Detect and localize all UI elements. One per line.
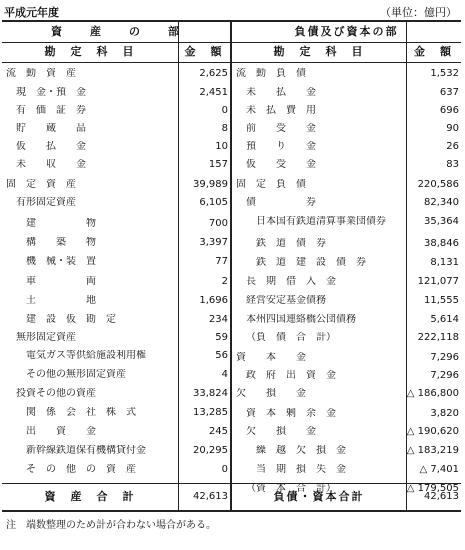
right-row-value: △ 179,505	[406, 483, 459, 494]
right-row-label: 欠 損 金	[246, 426, 316, 437]
right-row-value: 38,846	[424, 238, 459, 249]
left-row-label: 出 資 金	[26, 426, 96, 437]
left-row-label: 構 築 物	[26, 237, 96, 248]
right-row-label: 資 本 剰 余 金	[246, 408, 336, 419]
right-row-value: 121,077	[417, 276, 459, 287]
right-row-label: 鉄 道 債 券	[256, 238, 326, 249]
left-row-value: 13,285	[193, 407, 228, 418]
right-row-label: 欠 損 金	[236, 388, 306, 399]
right-row-value: 26	[446, 141, 459, 152]
left-row-label: 投資その他の資産	[16, 388, 96, 399]
right-section-title: 負債及び資本の部	[294, 25, 399, 38]
footnote: 注 端数整理のため計が合わない場合がある。	[6, 520, 216, 531]
right-row-label: 資 本 金	[236, 352, 306, 363]
right-row-value: 696	[439, 105, 459, 116]
left-row-label: 新幹線鉄道保有機構貸付金	[26, 445, 146, 456]
left-row-value: 20,295	[193, 445, 228, 456]
right-row-label: 仮 受 金	[246, 159, 316, 170]
left-row-value: 56	[215, 350, 228, 361]
right-row-label: 繰 越 欠 損 金	[256, 445, 346, 456]
right-row-label: （資 本 合 計）	[246, 483, 336, 494]
right-row-label: 本州四国連絡橋公団債務	[246, 314, 356, 325]
left-row-value: 2,451	[199, 87, 228, 98]
assets-total-value: 42,613	[193, 491, 228, 502]
liabilities-capital-total-value: 42,613	[424, 491, 459, 502]
right-row-label: 前 受 金	[246, 123, 316, 134]
row-divider	[2, 42, 461, 43]
left-row-value: 1,696	[199, 295, 228, 306]
right-row-label: 債 券	[246, 197, 316, 208]
right-row-value: 90	[446, 123, 459, 134]
right-row-value: 3,820	[430, 408, 459, 419]
left-row-value: 4	[221, 369, 228, 380]
right-row-label: 長 期 借 入 金	[246, 276, 336, 287]
right-row-value: △ 186,800	[406, 388, 459, 399]
right-row-value: 220,586	[417, 179, 459, 190]
left-row-label: その他の無形固定資産	[26, 369, 126, 380]
left-row-value: 157	[208, 159, 228, 170]
left-row-value: 2	[221, 276, 228, 287]
period-label: 平成元年度	[4, 6, 59, 19]
right-row-value: △ 7,401	[419, 464, 459, 475]
assets-total-label: 資 産 合 計	[44, 490, 136, 503]
right-item-header: 勘 定 科 目	[273, 45, 365, 58]
right-row-label: 当 期 損 失 金	[256, 464, 346, 475]
right-row-label: 経営安定基金債務	[246, 295, 326, 306]
left-row-label: 貯 蔵 品	[16, 123, 86, 134]
balance-sheet-table	[2, 20, 461, 512]
totals-divider	[2, 483, 461, 484]
left-row-label: 電気ガス等供給施設利用権	[26, 350, 146, 361]
right-row-label: 政 府 出 資 金	[246, 370, 336, 381]
right-row-value: 82,340	[424, 197, 459, 208]
left-item-header: 勘 定 科 目	[44, 45, 136, 58]
right-row-value: 637	[439, 87, 459, 98]
right-row-label: （負 債 合 計）	[246, 332, 336, 343]
left-row-label: 現 金・預 金	[16, 87, 86, 98]
right-row-value: 222,118	[417, 332, 459, 343]
left-row-label: 未 収 金	[16, 159, 86, 170]
right-row-label: 鉄 道 建 設 債 券	[256, 257, 366, 268]
right-row-label: 未 払 費 用	[246, 105, 316, 116]
left-row-label: 有形固定資産	[16, 197, 76, 208]
left-row-value: 39,989	[193, 179, 228, 190]
left-row-value: 2,625	[199, 68, 228, 79]
left-row-value: 77	[215, 256, 228, 267]
center-double-divider	[230, 22, 232, 510]
left-row-label: 土 地	[26, 295, 96, 306]
unit-label: （単位：億円）	[380, 6, 457, 19]
left-row-value: 700	[208, 218, 228, 229]
right-row-value: △ 190,620	[406, 426, 459, 437]
right-row-label: 流 動 負 債	[236, 68, 306, 79]
left-row-label: 建 設 仮 勘 定	[26, 314, 116, 325]
right-row-label: 預 り 金	[246, 141, 316, 152]
left-row-value: 234	[208, 314, 228, 325]
right-row-value: 7,296	[430, 370, 459, 381]
left-row-value: 59	[215, 332, 228, 343]
right-row-value: 83	[446, 159, 459, 170]
right-row-value: 8,131	[430, 257, 459, 268]
left-row-label: 無形固定資産	[16, 332, 76, 343]
left-row-value: 0	[221, 105, 228, 116]
right-row-value: 11,555	[424, 295, 459, 306]
left-row-value: 245	[208, 426, 228, 437]
left-row-value: 33,824	[193, 388, 228, 399]
right-amount-header: 金 額	[414, 45, 453, 58]
left-row-value: 0	[221, 464, 228, 475]
row-divider	[2, 62, 461, 63]
left-row-label: 車 両	[26, 276, 96, 287]
left-row-label: 固 定 資 産	[6, 179, 76, 190]
left-row-label: 関 係 会 社 株 式	[26, 407, 136, 418]
left-row-label: 機 械・装 置	[26, 256, 96, 267]
left-row-label: 有 価 証 券	[16, 105, 86, 116]
right-row-value: 1,532	[430, 68, 459, 79]
left-section-title: 資 産 の 部	[51, 25, 181, 38]
left-row-value: 8	[221, 123, 228, 134]
right-row-label: 固 定 負 債	[236, 179, 306, 190]
liabilities-capital-total-label: 負債・資本合計	[273, 490, 365, 503]
right-row-label: 未 払 金	[246, 87, 316, 98]
left-row-value: 3,397	[199, 237, 228, 248]
left-row-value: 10	[215, 141, 228, 152]
left-amount-header: 金 額	[184, 45, 224, 58]
right-row-value: 5,614	[430, 314, 459, 325]
left-row-label: 仮 払 金	[16, 141, 86, 152]
left-row-label: 流 動 資 産	[6, 68, 76, 79]
left-row-label: 建 物	[26, 218, 96, 229]
left-row-value: 6,105	[199, 197, 228, 208]
left-row-label: そ の 他 の 資 産	[26, 464, 136, 475]
right-row-label: 日本国有鉄道清算事業団債券	[256, 216, 386, 227]
right-row-value: △ 183,219	[406, 445, 459, 456]
right-row-value: 7,296	[430, 352, 459, 363]
right-row-value: 35,364	[424, 216, 459, 227]
